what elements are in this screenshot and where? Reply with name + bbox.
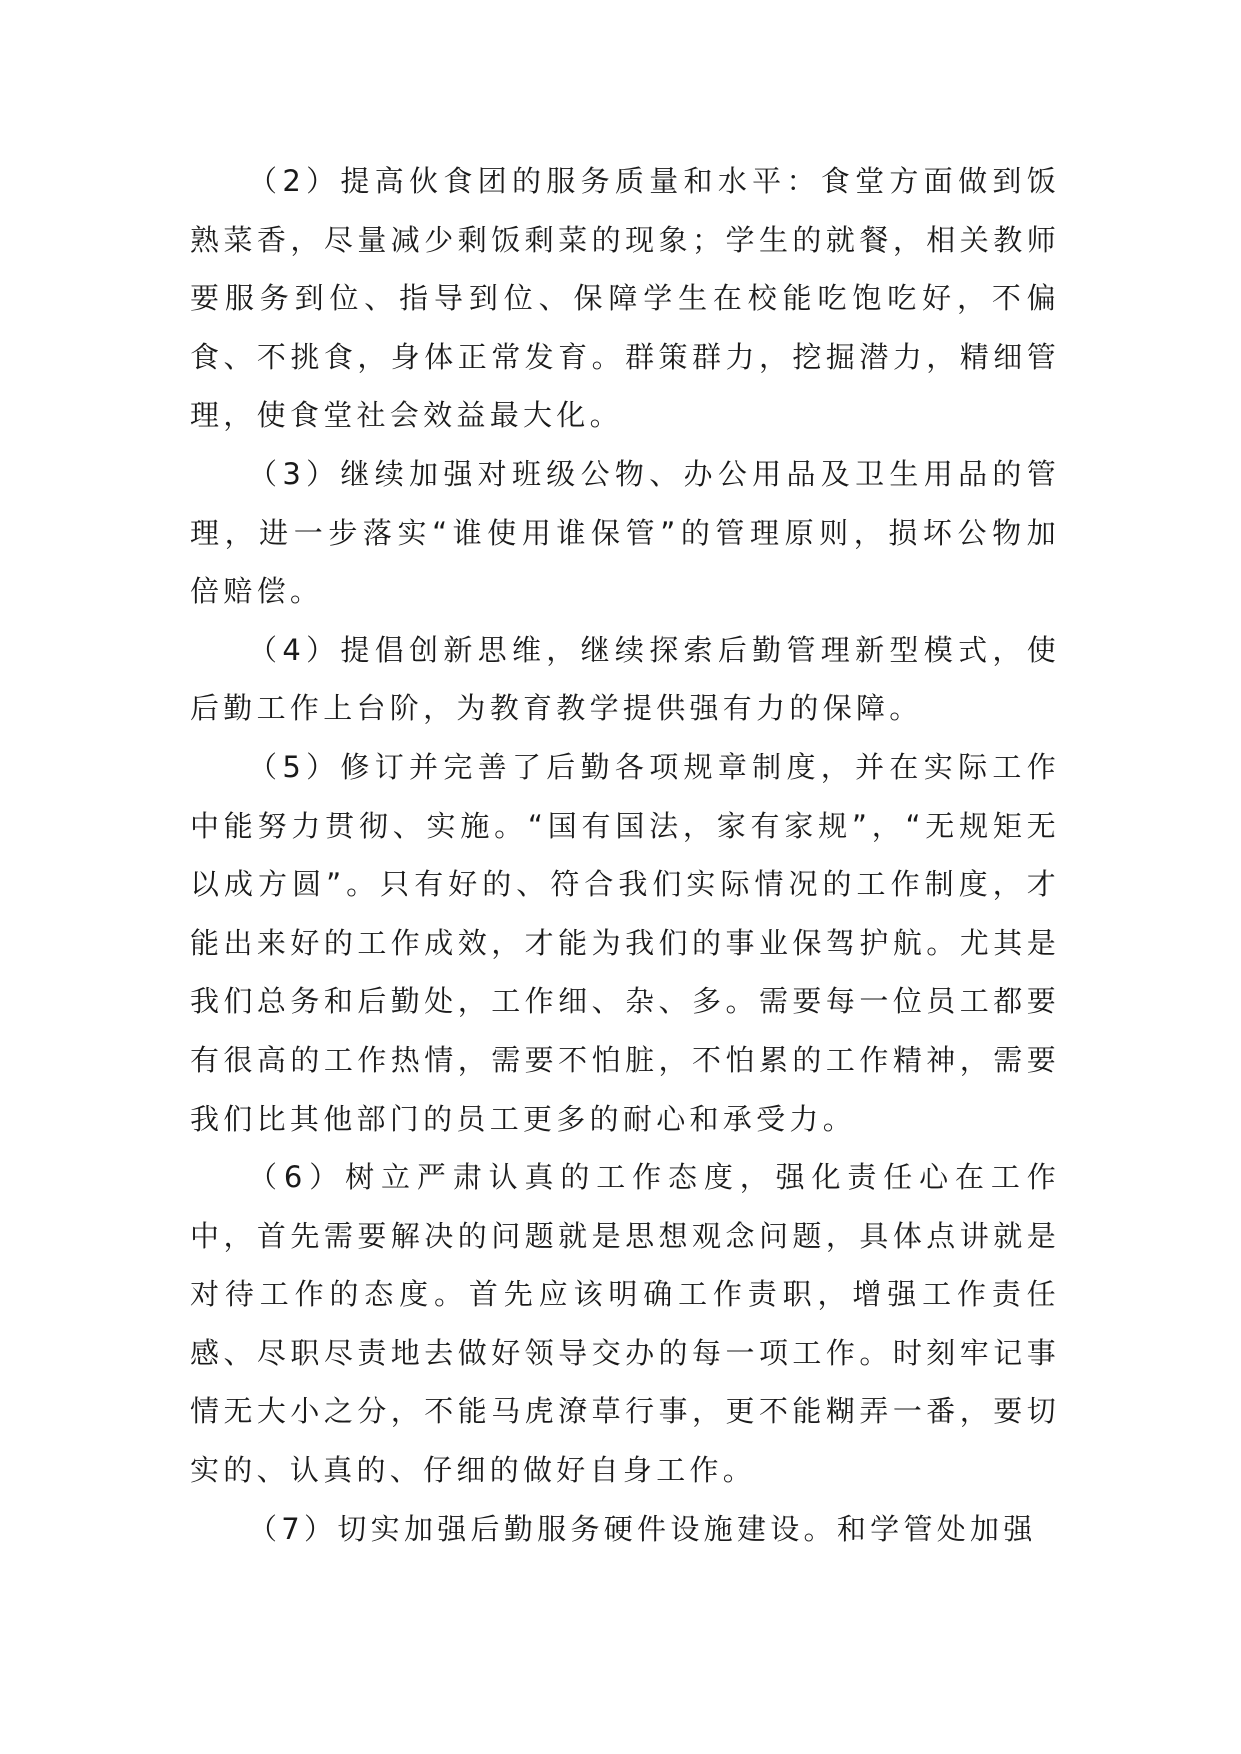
paragraph-4: （4）提倡创新思维，继续探索后勤管理新型模式，使后勤工作上台阶，为教育教学提供强有力的保障。: [190, 632, 1060, 726]
paragraph-5: （5）修订并完善了后勤各项规章制度，并在实际工作中能努力贯彻、实施。“国有国法，家有家规”，“无规矩无以成方圆”。只有好的、符合我们实际情况的工作制度，才能出来好的工作成效，才能为我们的事业保驾护航。尤其是我们总务和后勤处，工作细、杂、多。需要每一位员工都要有很高的工作热情，需要不怕脏，不怕累的工作精神，需要我们比其他部门的员工更多的耐心和承受力。: [190, 749, 1060, 1136]
paragraph-3: （3）继续加强对班级公物、办公用品及卫生用品的管理，进一步落实“谁使用谁保管”的管理原则，损坏公物加倍赔偿。: [190, 456, 1060, 609]
paragraph-7: （7）切实加强后勤服务硬件设施建设。和学管处加强: [248, 1511, 1037, 1546]
paragraph-6: （6）树立严肃认真的工作态度，强化责任心在工作中，首先需要解决的问题就是思想观念问题，具体点讲就是对待工作的态度。首先应该明确工作责职，增强工作责任感、尽职尽责地去做好领导交办的每一项工作。时刻牢记事情无大小之分，不能马虎潦草行事，更不能糊弄一番，要切实的、认真的、仔细的做好自身工作。: [190, 1160, 1060, 1488]
document-body: [190, 152, 1060, 1558]
paragraph-2: （2）提高伙食团的服务质量和水平：食堂方面做到饭熟菜香，尽量减少剩饭剩菜的现象；学生的就餐，相关教师要服务到位、指导到位、保障学生在校能吃饱吃好，不偏食、不挑食，身体正常发育。群策群力，挖掘潜力，精细管理，使食堂社会效益最大化。: [190, 164, 1060, 433]
